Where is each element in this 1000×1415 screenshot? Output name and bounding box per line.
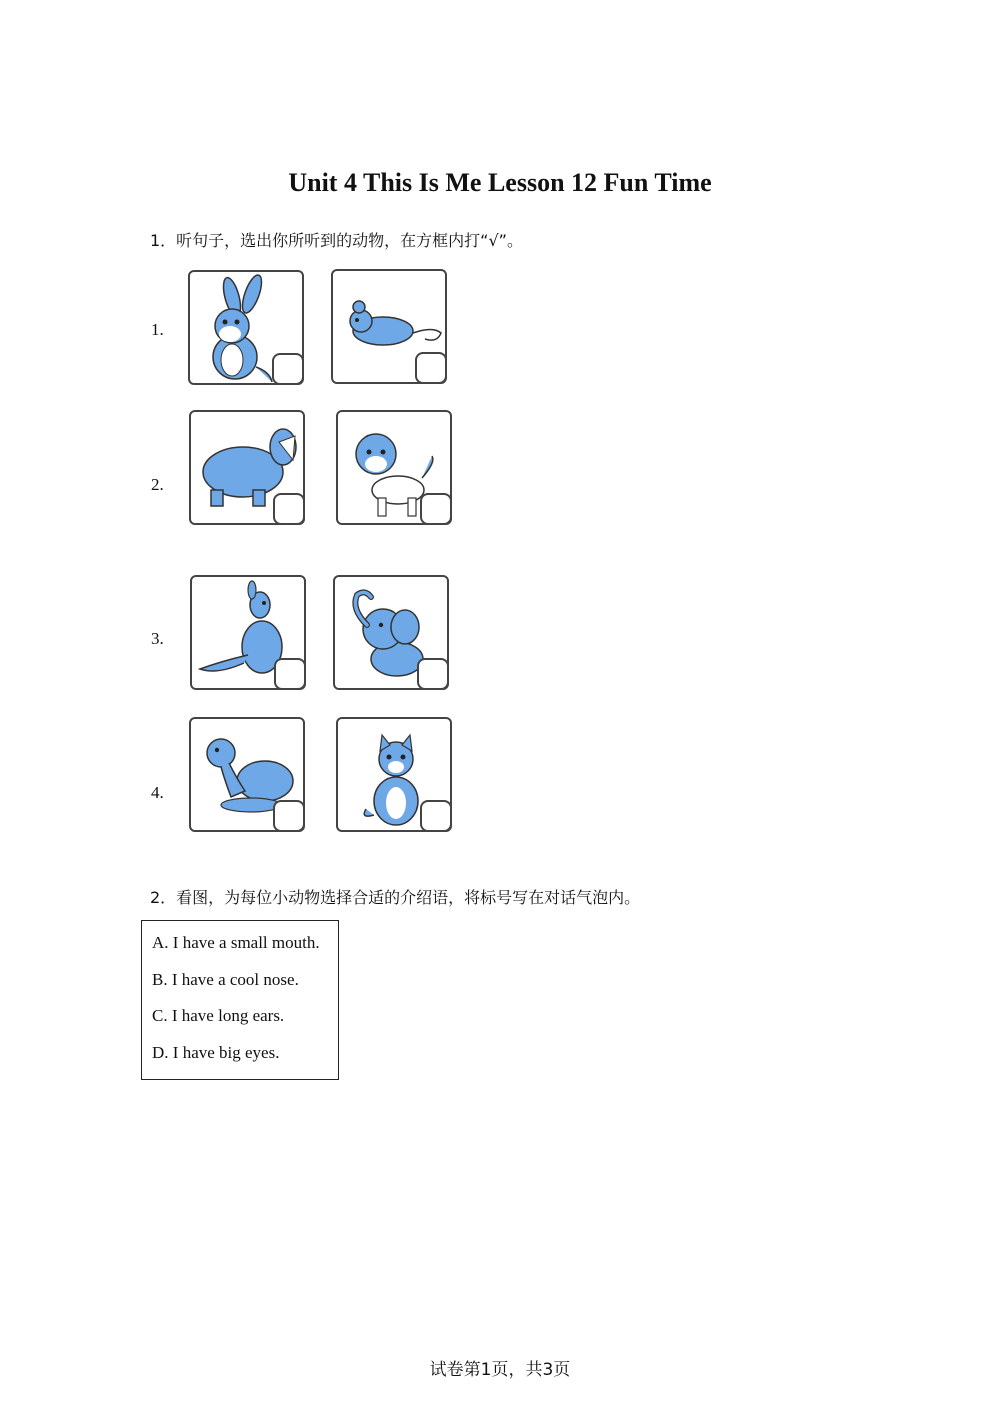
- answer-checkbox[interactable]: [274, 658, 306, 690]
- option-a: A. I have a small mouth.: [152, 933, 320, 952]
- option-d: D. I have big eyes.: [152, 1042, 280, 1062]
- page-footer: 试卷第1页，共3页: [429, 1360, 571, 1380]
- options-box: [141, 920, 339, 1080]
- row-number-1: 1.: [151, 320, 164, 339]
- answer-checkbox[interactable]: [420, 493, 452, 525]
- dog-card: [336, 410, 452, 525]
- option-b: B. I have a cool nose.: [152, 969, 299, 989]
- row-number-3: 3.: [151, 629, 164, 648]
- answer-checkbox[interactable]: [420, 800, 452, 832]
- page-title: Unit 4 This Is Me Lesson 12 Fun Time: [288, 168, 712, 197]
- turtle-card: [189, 717, 305, 832]
- rabbit-card: [188, 270, 304, 385]
- option-c: C. I have long ears.: [152, 1006, 285, 1025]
- question-1-prompt: 1．听句子，选出你所听到的动物，在方框内打“√”。: [150, 231, 523, 250]
- hippo-card: [189, 410, 305, 525]
- row-number-4: 4.: [151, 783, 164, 802]
- answer-checkbox[interactable]: [415, 352, 447, 384]
- mouse-card: [331, 269, 447, 384]
- cat-card: [336, 717, 452, 832]
- answer-checkbox[interactable]: [272, 353, 304, 385]
- row-number-2: 2.: [151, 475, 164, 494]
- answer-checkbox[interactable]: [417, 658, 449, 690]
- question-2-prompt: 2．看图，为每位小动物选择合适的介绍语，将标号写在对话气泡内。: [150, 888, 641, 907]
- answer-checkbox[interactable]: [273, 493, 305, 525]
- elephant-card: [333, 575, 449, 690]
- answer-checkbox[interactable]: [273, 800, 305, 832]
- kangaroo-card: [190, 575, 306, 690]
